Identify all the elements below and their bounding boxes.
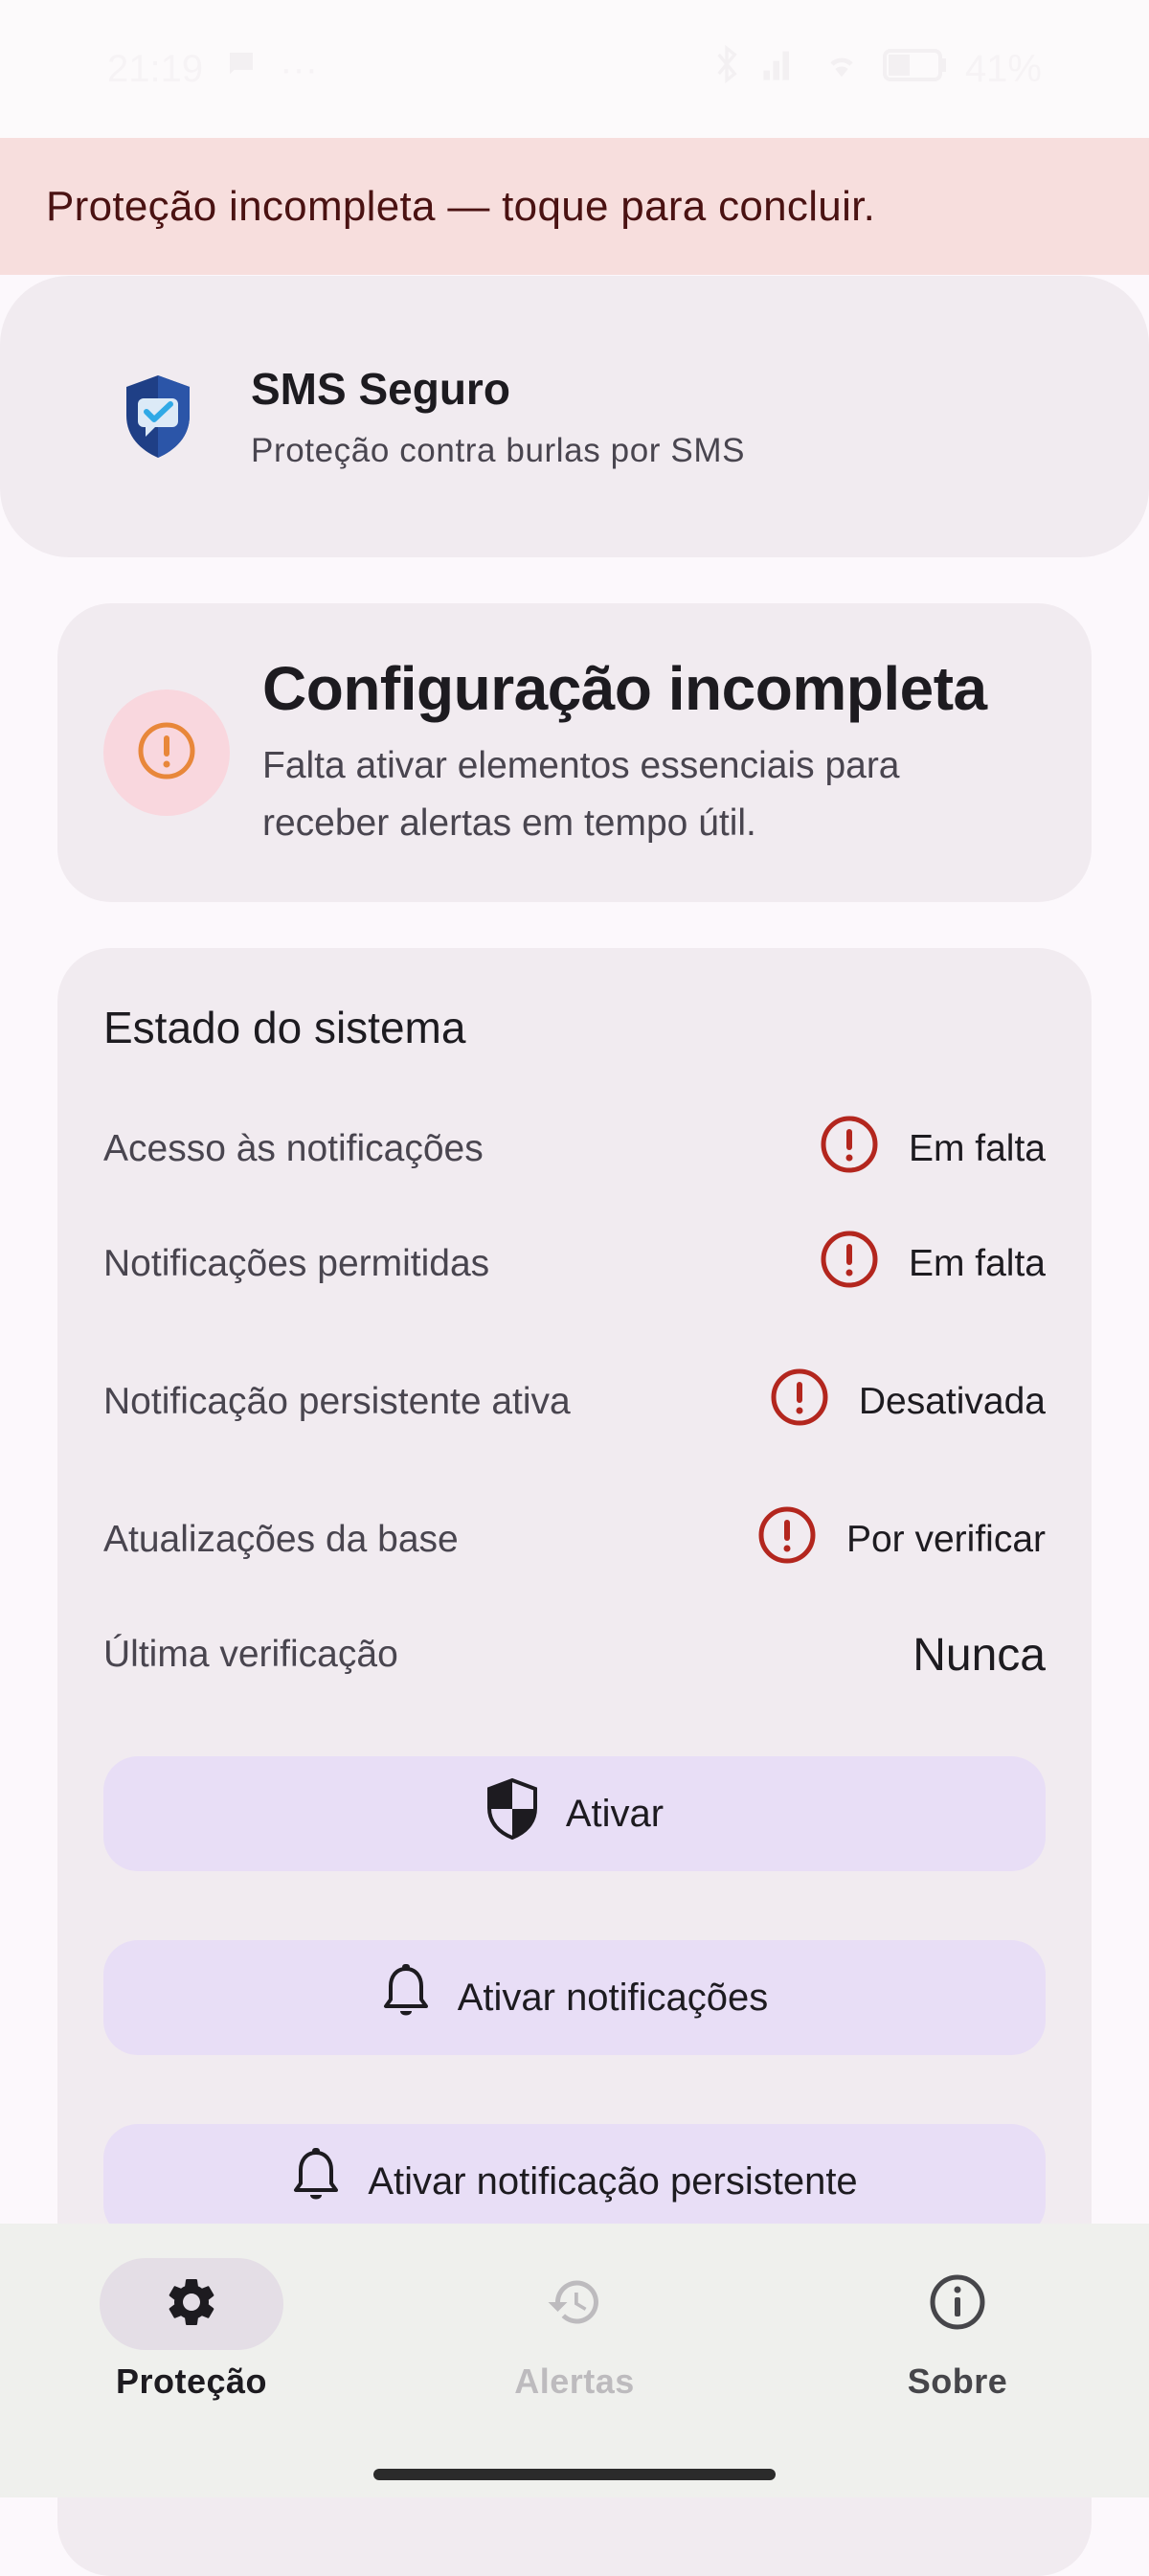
- error-icon: [756, 1504, 818, 1575]
- app-title: SMS Seguro: [251, 364, 510, 414]
- battery-level: 41%: [964, 47, 1042, 90]
- system-status-title: Estado do sistema: [103, 1003, 466, 1052]
- status-row-label: Acesso às notificações: [103, 1128, 484, 1169]
- nav-icon-wrap: [483, 2258, 666, 2350]
- alert-icon-circle: [103, 689, 230, 816]
- info-icon: [928, 2272, 987, 2337]
- shield-check-logo-icon: [123, 373, 193, 460]
- nav-label-alerts: Alertas: [514, 2361, 635, 2401]
- status-left: [107, 47, 712, 91]
- wifi-icon: [818, 45, 866, 93]
- history-icon: [543, 2273, 606, 2336]
- status-time: 21:19: [107, 47, 204, 90]
- nav-item-about[interactable]: [766, 2258, 1149, 2497]
- alert-text-block: [262, 653, 1019, 852]
- status-row-notifications-allowed: [103, 1207, 1046, 1322]
- enable-persistent-notification-label: Ativar notificação persistente: [368, 2159, 858, 2203]
- warning-icon: [136, 720, 197, 786]
- alert-description: Falta ativar elementos essenciais para receber alertas em tempo útil.: [262, 745, 900, 844]
- status-value-text: Desativada: [858, 1381, 1046, 1422]
- bell-icon: [291, 2147, 341, 2216]
- status-row-value: [819, 1229, 1046, 1299]
- status-row-value: [819, 1114, 1046, 1185]
- status-row-label: Notificações permitidas: [103, 1243, 490, 1284]
- error-icon: [819, 1229, 880, 1299]
- app-title-block: [251, 363, 745, 470]
- status-row-persistent-notification: [103, 1322, 1046, 1482]
- status-value-text: Em falta: [908, 1128, 1046, 1169]
- nav-item-protection[interactable]: [0, 2258, 383, 2497]
- signal-icon: [758, 45, 800, 93]
- status-row-database-updates: [103, 1482, 1046, 1597]
- app-header: [0, 276, 1149, 557]
- gear-icon: [163, 2273, 220, 2336]
- alert-title: Configuração incompleta: [262, 654, 987, 723]
- status-value-text: Por verificar: [845, 1519, 1046, 1560]
- nav-icon-wrap: [866, 2258, 1049, 2350]
- enable-persistent-notification-button[interactable]: [103, 2124, 1046, 2239]
- status-row-value: [756, 1504, 1046, 1575]
- incomplete-protection-banner[interactable]: [0, 138, 1149, 275]
- status-bar: [0, 0, 1149, 138]
- app-subtitle: Proteção contra burlas por SMS: [251, 432, 746, 469]
- status-row-value: [769, 1367, 1046, 1437]
- status-value-text: Em falta: [908, 1243, 1046, 1284]
- status-value-text: Nunca: [912, 1629, 1046, 1681]
- status-row-notification-access: [103, 1092, 1046, 1207]
- action-buttons: [103, 1756, 1046, 2239]
- activate-button-label: Ativar: [565, 1792, 665, 1835]
- enable-notifications-label: Ativar notificações: [457, 1976, 769, 2019]
- status-row-label: Atualizações da base: [103, 1519, 459, 1560]
- enable-notifications-button[interactable]: [103, 1940, 1046, 2055]
- bottom-navigation: [0, 2224, 1149, 2497]
- configuration-alert-card: [57, 603, 1092, 902]
- bell-icon: [381, 1963, 431, 2032]
- home-indicator[interactable]: [373, 2469, 776, 2480]
- bluetooth-icon: [712, 45, 741, 93]
- nav-active-indicator: [100, 2258, 283, 2350]
- activate-button[interactable]: [103, 1756, 1046, 1871]
- nav-item-alerts[interactable]: [383, 2258, 766, 2497]
- nav-label-about: Sobre: [907, 2361, 1008, 2401]
- nav-label-protection: Proteção: [115, 2361, 268, 2401]
- chat-icon: [224, 47, 259, 91]
- banner-text: Proteção incompleta — toque para concluir.: [46, 182, 876, 230]
- status-right: [712, 45, 1042, 93]
- error-icon: [769, 1367, 830, 1437]
- status-row-last-check: [103, 1597, 1046, 1712]
- status-dots: ···: [280, 47, 319, 90]
- status-row-label: Última verificação: [103, 1634, 398, 1675]
- error-icon: [819, 1114, 880, 1185]
- shield-icon: [485, 1777, 539, 1850]
- battery-icon: [883, 48, 948, 91]
- status-row-label: Notificação persistente ativa: [103, 1381, 571, 1422]
